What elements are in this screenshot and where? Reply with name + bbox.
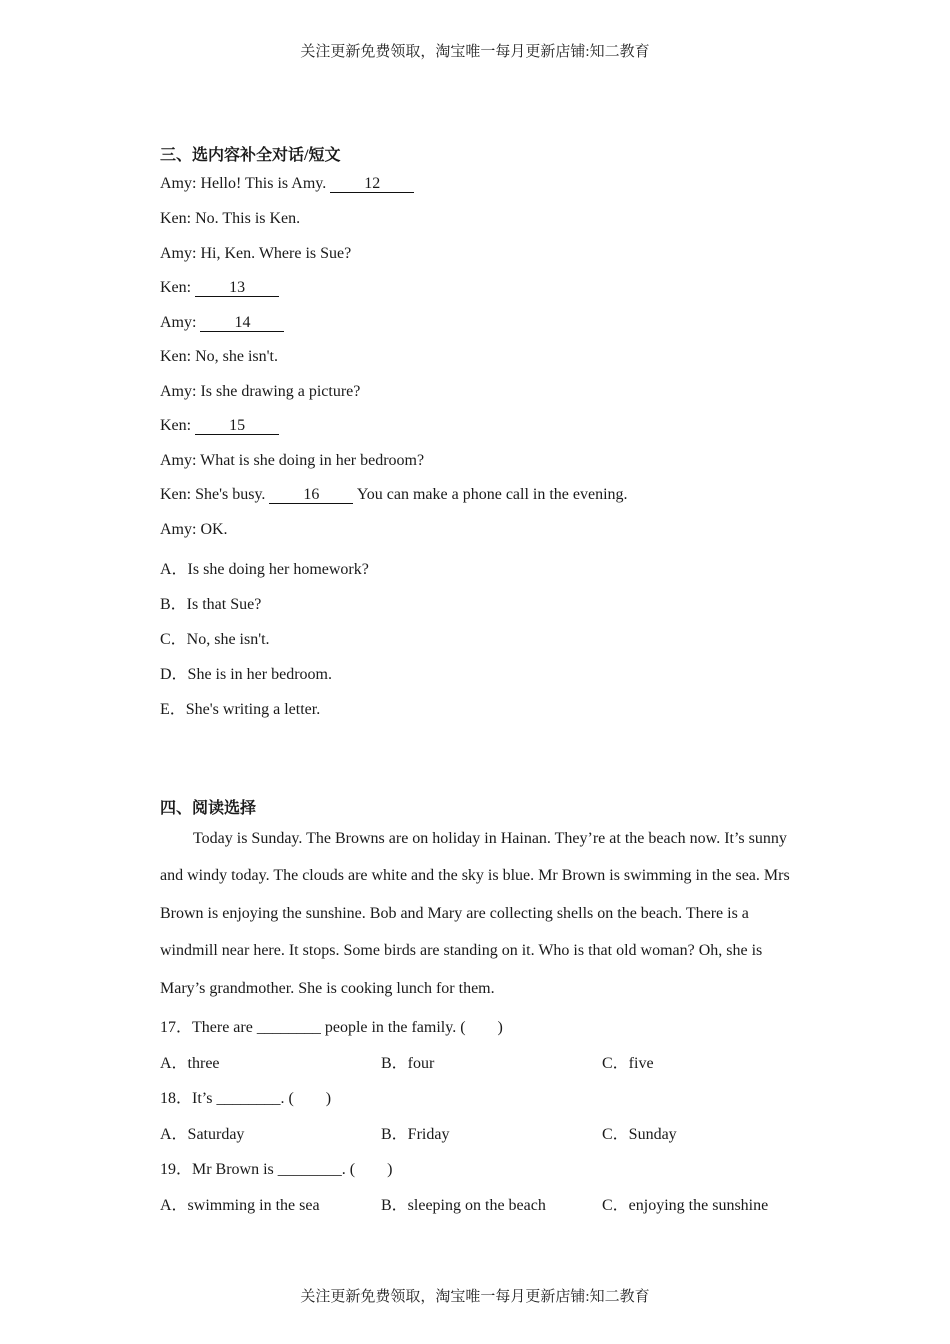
question-stem: 18．It’s ________. ( ) [160, 1090, 332, 1107]
dialog-line [160, 279, 279, 297]
page-header: 关注更新免费领取，淘宝唯一每月更新店铺:知二教育 [300, 44, 650, 60]
dialog-line [160, 348, 278, 366]
section-3-title: 三、选内容补全对话/短文 [160, 147, 341, 164]
dialog-text: Amy: [160, 314, 201, 331]
dialog-line [160, 452, 424, 470]
answer-choice: B．sleeping on the beach [381, 1197, 546, 1214]
answer-blank: 15 [195, 417, 279, 435]
answer-blank: 16 [269, 486, 353, 504]
dialog-line [160, 521, 228, 539]
answer-blank: 13 [195, 279, 279, 297]
answer-blank: 14 [200, 314, 284, 332]
dialog-text-after: You can make a phone call in the evening. [353, 486, 628, 503]
answer-choice: B．Friday [381, 1126, 450, 1143]
option-item: D．She is in her bedroom. [160, 666, 332, 683]
dialog-line [160, 314, 284, 332]
dialog-text: Ken: No, she isn't. [160, 348, 278, 365]
option-item: B．Is that Sue? [160, 596, 262, 613]
dialog-text: Ken: She's busy. [160, 486, 270, 503]
dialog-line [160, 175, 414, 193]
answer-choice: C．Sunday [602, 1126, 677, 1143]
answer-choice: A．swimming in the sea [160, 1197, 320, 1214]
dialog-line [160, 210, 300, 228]
dialog-text: Amy: Is she drawing a picture? [160, 383, 361, 400]
dialog-line [160, 417, 279, 435]
dialog-text: Ken: No. This is Ken. [160, 210, 301, 227]
dialog-text: Amy: OK. [160, 521, 228, 538]
option-item: C．No, she isn't. [160, 631, 270, 648]
dialog-text: Ken: [160, 279, 196, 296]
reading-passage: Today is Sunday. The Browns are on holiday in Hainan. They’re at the beach now. It’s sunny and windy today. The clouds are white and the sky is blue. Mr Brown is swimming in the sea. Mrs Brown is enjoying the sunshine. Bob and Mary are collecting shells on the beach. There is a windmill near here. It stops. Some birds are standing on it. Who is that old woman? Oh, she is Mary’s grandmother. She is cooking lunch for them. [160, 830, 790, 997]
dialog-text: Amy: Hi, Ken. Where is Sue? [160, 245, 352, 262]
answer-choice: C．enjoying the sunshine [602, 1197, 769, 1214]
answer-choice: B．four [381, 1055, 435, 1072]
dialog-text: Ken: [160, 417, 196, 434]
dialog-text: Amy: What is she doing in her bedroom? [160, 452, 425, 469]
question-stem: 19．Mr Brown is ________. ( ) [160, 1161, 393, 1178]
dialog-text: Amy: Hello! This is Amy. [160, 175, 331, 192]
answer-blank: 12 [330, 175, 414, 193]
option-item: A．Is she doing her homework? [160, 561, 369, 578]
dialog-line [160, 486, 628, 504]
page-footer: 关注更新免费领取，淘宝唯一每月更新店铺:知二教育 [300, 1289, 650, 1305]
section-4-title: 四、阅读选择 [160, 800, 257, 817]
option-item: E．She's writing a letter. [160, 701, 321, 718]
dialog-line [160, 383, 360, 401]
dialog-line [160, 245, 351, 263]
answer-choice: A．Saturday [160, 1126, 245, 1143]
answer-choice: C．five [602, 1055, 654, 1072]
question-stem: 17．There are ________ people in the family. ( ) [160, 1019, 503, 1036]
answer-choice: A．three [160, 1055, 220, 1072]
